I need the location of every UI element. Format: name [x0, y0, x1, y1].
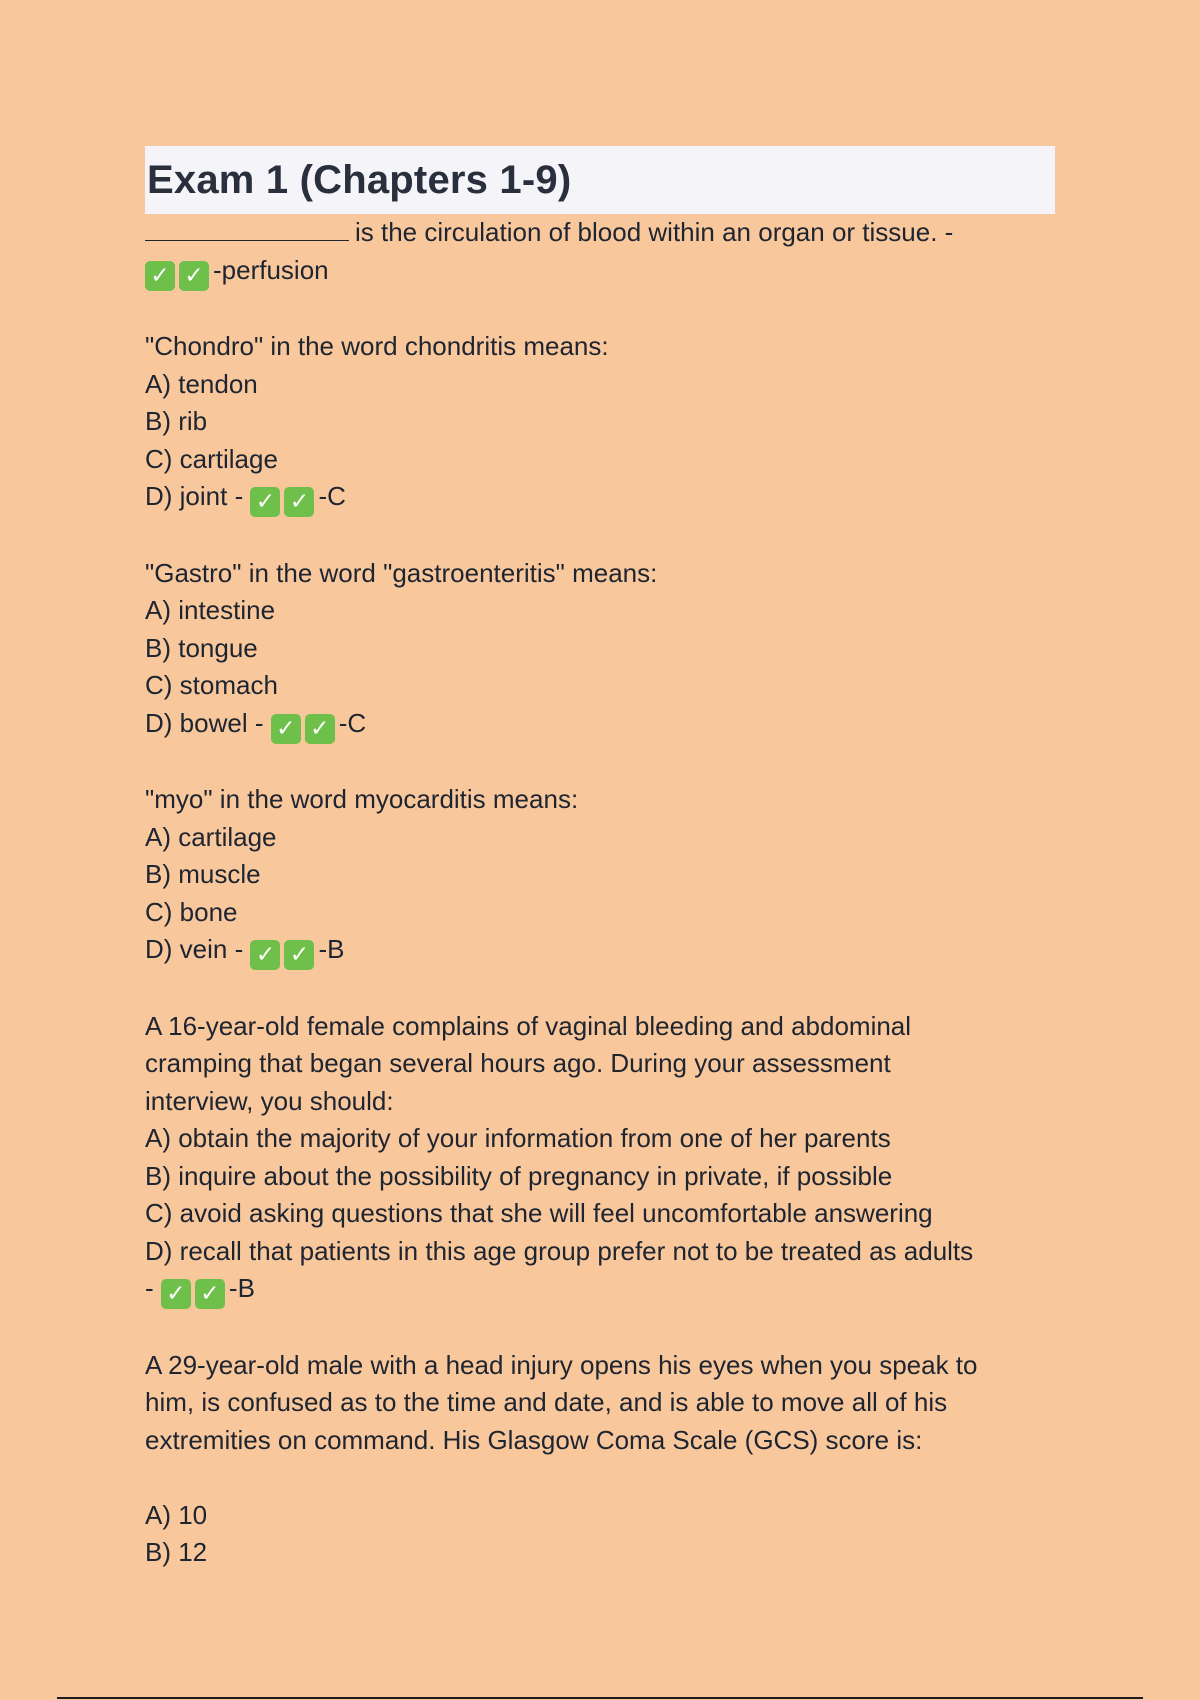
question-2 — [145, 328, 1055, 517]
option-c: C) cartilage — [145, 443, 278, 474]
option-c: C) bone — [145, 896, 238, 927]
question-5 — [145, 1008, 1055, 1310]
option-a: A) cartilage — [145, 821, 277, 852]
option-c: C) stomach — [145, 670, 278, 700]
option-a: A) 10 — [145, 1499, 208, 1530]
question-1-text: is the circulation of blood within an organ or tissue. - — [355, 217, 954, 247]
option-b: B) inquire about the possibility of pregnancy in private, if possible — [145, 1160, 893, 1191]
option-c: C) avoid asking questions that she will feel uncomfortable answering — [145, 1198, 933, 1228]
check-icon: ✓ — [179, 261, 209, 291]
option-a: A) obtain the majority of your information from one of her parents — [145, 1123, 891, 1153]
check-icon: ✓ — [145, 261, 175, 291]
document-page — [145, 146, 1055, 1572]
page-title: Exam 1 (Chapters 1-9) — [147, 157, 572, 202]
option-d: D) vein - — [145, 934, 244, 964]
option-d: D) bowel - — [145, 707, 264, 738]
question-list — [145, 214, 1055, 1572]
question-3 — [145, 555, 1055, 744]
question-5-text-line: A 16-year-old female complains of vaginal bleeding and abdominal — [145, 1010, 912, 1041]
check-icon: ✓ — [284, 940, 314, 970]
question-6 — [145, 1347, 1055, 1572]
question-6-text-line: A 29-year-old male with a head injury opens his eyes when you speak to — [145, 1349, 978, 1380]
question-2-answer: -C — [318, 481, 346, 511]
title-banner — [145, 146, 1055, 214]
question-4-text: "myo" in the word myocarditis means: — [145, 784, 579, 814]
check-icon: ✓ — [271, 714, 301, 744]
option-a: A) tendon — [145, 368, 258, 399]
question-1 — [145, 214, 1055, 291]
check-icon: ✓ — [161, 1279, 191, 1309]
page-bottom-rule — [57, 1697, 1143, 1699]
question-3-answer: -C — [338, 707, 367, 738]
check-icon: ✓ — [284, 487, 314, 517]
option-a: A) intestine — [145, 595, 276, 625]
question-3-text: "Gastro" in the word "gastroenteritis" means: — [145, 557, 658, 588]
question-5-text-line: interview, you should: — [145, 1085, 394, 1116]
check-icon: ✓ — [305, 714, 335, 744]
option-d: D) joint - — [145, 481, 244, 511]
question-1-answer: -perfusion — [213, 254, 329, 285]
question-6-text-line: him, is confused as to the time and date, and is able to move all of his — [145, 1387, 948, 1417]
answer-dash: - — [145, 1273, 154, 1303]
option-b: B) muscle — [145, 859, 261, 889]
check-icon: ✓ — [250, 487, 280, 517]
question-2-text: "Chondro" in the word chondritis means: — [145, 331, 609, 361]
fill-in-blank — [145, 214, 349, 241]
option-b: B) tongue — [145, 632, 258, 663]
question-5-text-line: cramping that began several hours ago. During your assessment — [145, 1048, 891, 1078]
question-4 — [145, 781, 1055, 970]
question-5-answer: -B — [228, 1273, 255, 1303]
check-icon: ✓ — [195, 1279, 225, 1309]
option-b: B) rib — [145, 406, 208, 436]
option-b: B) 12 — [145, 1537, 208, 1567]
option-d: D) recall that patients in this age group prefer not to be treated as adults — [145, 1235, 974, 1266]
check-icon: ✓ — [250, 940, 280, 970]
question-6-text-line: extremities on command. His Glasgow Coma Scale (GCS) score is: — [145, 1424, 923, 1455]
question-4-answer: -B — [318, 934, 345, 964]
